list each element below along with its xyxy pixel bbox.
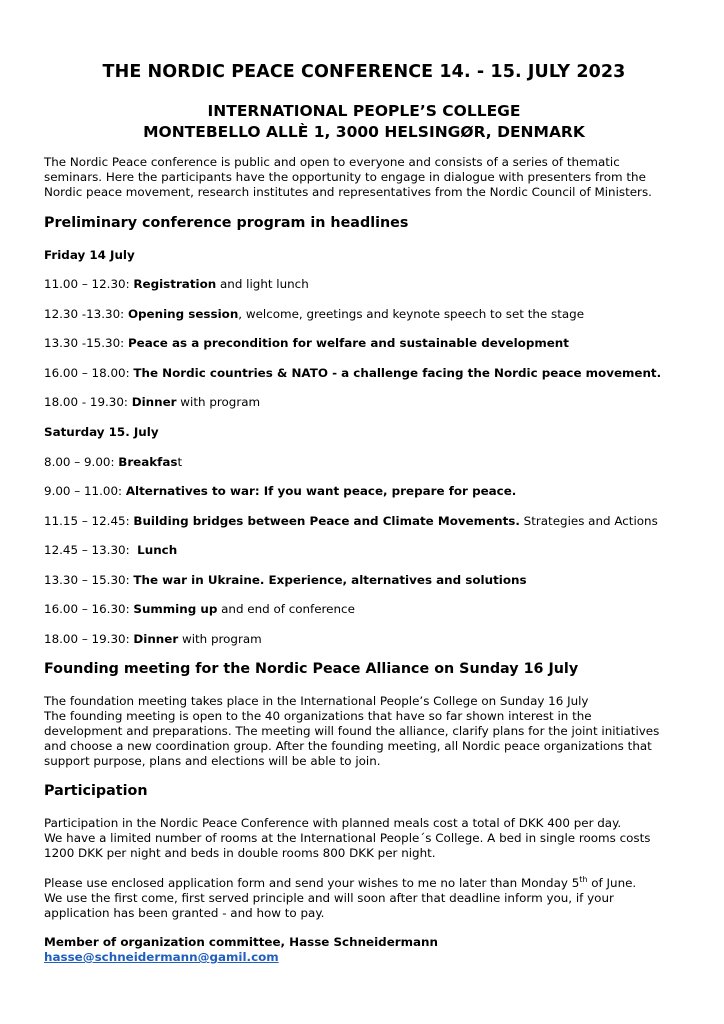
program-item xyxy=(44,307,584,321)
application-paragraph xyxy=(44,876,684,921)
item-title: Opening session xyxy=(127,307,239,321)
email-link[interactable]: hasse@schneidermann@gamil.com xyxy=(44,950,279,964)
participation-heading: Participation xyxy=(44,783,148,799)
item-time: 18.00 – 19.30: xyxy=(44,632,134,646)
program-item xyxy=(44,366,661,380)
item-detail: and light lunch xyxy=(216,277,309,291)
application-text: Please use enclosed application form and send your wishes to me no later than Monday 5 xyxy=(44,876,580,890)
founding-line: support purpose, plans and elections will be able to join. xyxy=(44,754,381,768)
saturday-label: Saturday 15. July xyxy=(44,425,159,439)
item-title: Alternatives to war: If you want peace, prepare for peace. xyxy=(125,484,517,498)
program-item xyxy=(44,602,355,616)
founding-heading: Founding meeting for the Nordic Peace Alliance on Sunday 16 July xyxy=(44,661,579,677)
participation-paragraph xyxy=(44,816,684,861)
founding-line: and choose a new coordination group. After the founding meeting, all Nordic peace organizations that xyxy=(44,739,652,753)
item-time: 18.00 - 19.30: xyxy=(44,395,132,409)
item-title: Dinner xyxy=(133,632,179,646)
program-item xyxy=(44,543,177,557)
signature-block xyxy=(44,935,438,965)
program-item xyxy=(44,484,516,498)
item-time: 13.30 -15.30: xyxy=(44,336,128,350)
item-time: 12.30 -13.30: xyxy=(44,307,128,321)
program-item xyxy=(44,455,182,469)
item-title: The Nordic countries & NATO - a challenge facing the Nordic peace movement. xyxy=(133,366,662,380)
founding-line: The foundation meeting takes place in the International People’s College on Sunday 16 July xyxy=(44,694,589,708)
program-item xyxy=(44,632,262,646)
participation-line: Participation in the Nordic Peace Conference with planned meals cost a total of DKK 400 per day. xyxy=(44,816,622,830)
item-time: 13.30 – 15.30: xyxy=(44,573,134,587)
intro-line: seminars. Here the participants have the opportunity to engage in dialogue with presenters from the xyxy=(44,170,646,184)
application-text: of June. xyxy=(587,876,637,890)
item-title: Peace as a precondition for welfare and sustainable development xyxy=(127,336,569,350)
founding-line: The founding meeting is open to the 40 organizations that have so far shown interest in the xyxy=(44,709,592,723)
venue-address: MONTEBELLO ALLÈ 1, 3000 HELSINGØR, DENMARK xyxy=(143,123,585,141)
item-detail: with program xyxy=(178,632,262,646)
item-detail: and end of conference xyxy=(217,602,355,616)
item-detail: with program xyxy=(176,395,261,409)
item-time: 8.00 – 9.00: xyxy=(44,455,119,469)
item-detail: , welcome, greetings and keynote speech to set the stage xyxy=(238,307,585,321)
program-item xyxy=(44,395,260,409)
item-title: Summing up xyxy=(133,602,218,616)
item-detail: t xyxy=(177,455,183,469)
program-item xyxy=(44,514,658,528)
item-time: 16.00 – 18.00: xyxy=(44,366,134,380)
item-time: 16.00 – 16.30: xyxy=(44,602,134,616)
signature-name: Member of organization committee, Hasse Schneidermann xyxy=(44,935,438,949)
program-item xyxy=(44,336,569,350)
intro-line: The Nordic Peace conference is public and open to everyone and consists of a series of thematic xyxy=(44,155,620,169)
founding-line: development and preparations. The meeting will found the alliance, clarify plans for the joint initiatives xyxy=(44,724,660,738)
program-item xyxy=(44,573,527,587)
application-line: application has been granted - and how to pay. xyxy=(44,906,325,920)
venue-name: INTERNATIONAL PEOPLE’S COLLEGE xyxy=(207,102,521,120)
founding-paragraph xyxy=(44,694,684,769)
document-title: THE NORDIC PEACE CONFERENCE 14. - 15. JULY 2023 xyxy=(102,62,626,82)
item-time: 11.00 – 12.30: xyxy=(44,277,134,291)
program-item xyxy=(44,277,309,291)
item-time: 12.45 – 13.30: xyxy=(44,543,138,557)
intro-paragraph xyxy=(44,155,684,200)
application-line: We use the first come, first served principle and will soon after that deadline inform you, if your xyxy=(44,891,614,905)
item-title: Breakfas xyxy=(118,455,178,469)
venue-block xyxy=(44,101,684,143)
item-title: Registration xyxy=(133,277,217,291)
application-line xyxy=(44,876,684,891)
participation-line: We have a limited number of rooms at the International People´s College. A bed in single rooms costs xyxy=(44,831,651,845)
friday-label: Friday 14 July xyxy=(44,248,135,262)
program-heading: Preliminary conference program in headlines xyxy=(44,215,409,231)
intro-line: Nordic peace movement, research institutes and representatives from the Nordic Council of Ministers. xyxy=(44,185,652,199)
item-title: Building bridges between Peace and Climate Movements. xyxy=(133,514,520,528)
item-time: 11.15 – 12.45: xyxy=(44,514,134,528)
item-title: Dinner xyxy=(131,395,177,409)
item-title: The war in Ukraine. Experience, alternatives and solutions xyxy=(133,573,527,587)
item-detail: Strategies and Actions xyxy=(519,514,658,528)
ordinal-suffix: th xyxy=(579,875,588,885)
item-title: Lunch xyxy=(137,543,178,557)
item-time: 9.00 – 11.00: xyxy=(44,484,126,498)
participation-line: 1200 DKK per night and beds in double rooms 800 DKK per night. xyxy=(44,846,436,860)
